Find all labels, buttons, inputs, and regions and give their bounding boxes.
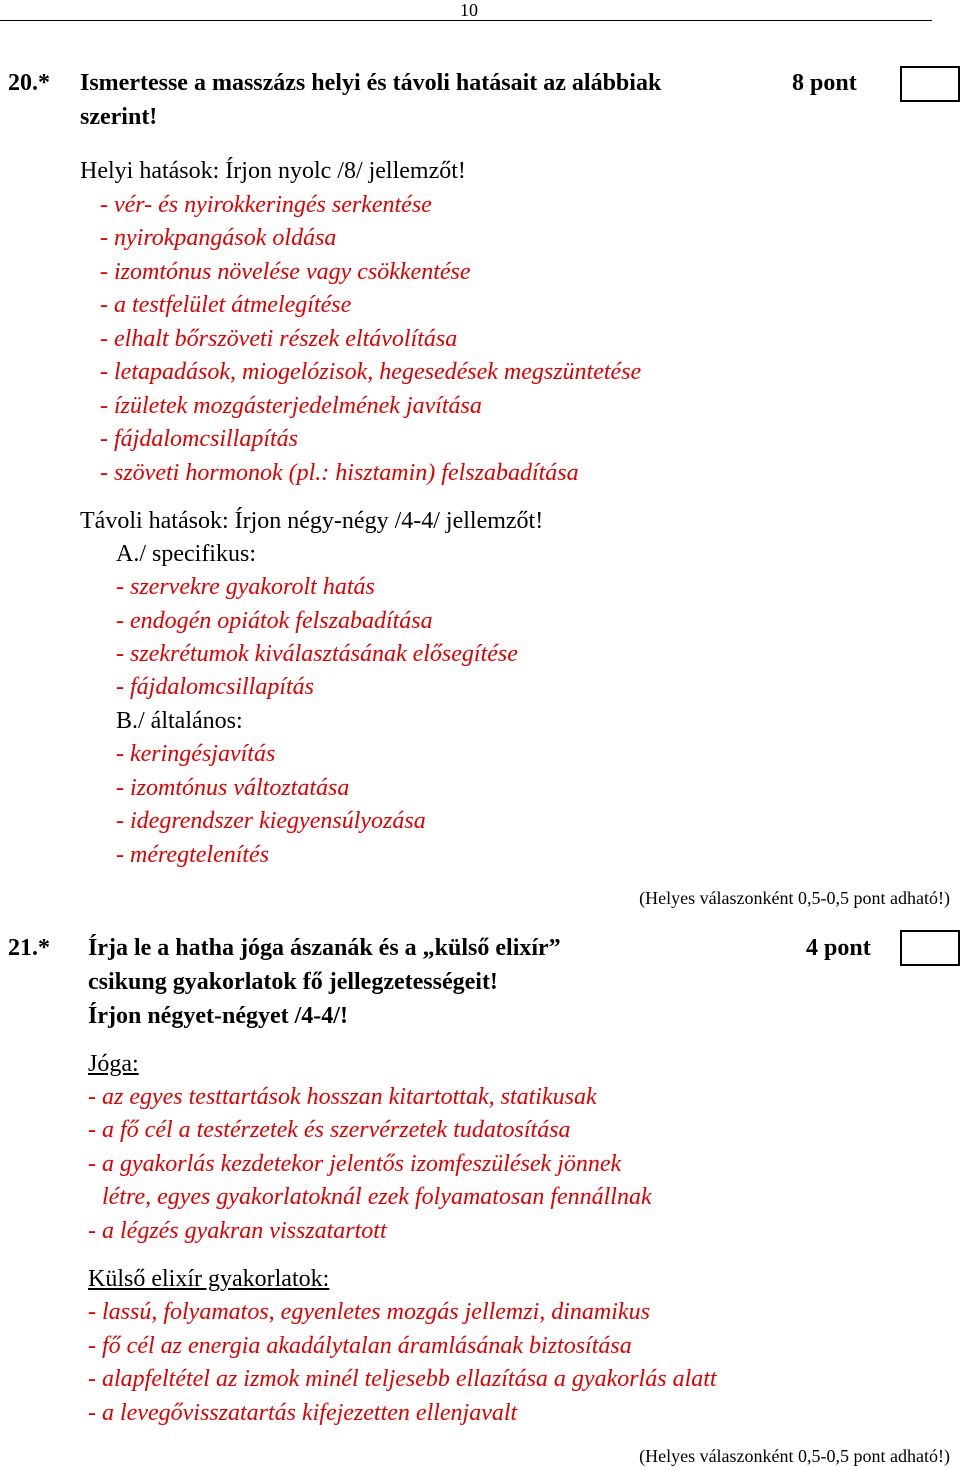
q20-general-heading: B./ általános: — [116, 708, 243, 734]
q21-yoga-heading: Jóga: — [88, 1051, 139, 1077]
q21-yoga-item: - az egyes testtartások hosszan kitartottak, statikusak — [88, 1084, 597, 1110]
q21-elixir-item: - fő cél az energia akadálytalan áramlásának biztosítása — [88, 1333, 632, 1359]
q21-number: 21.* — [8, 935, 50, 961]
q20-specific-item: - endogén opiátok felszabadítása — [116, 608, 433, 634]
q20-general-item: - méregtelenítés — [116, 842, 270, 868]
q21-points: 4 pont — [806, 935, 871, 961]
q20-local-heading: Helyi hatások: Írjon nyolc /8/ jellemzőt! — [80, 158, 466, 184]
header-rule — [0, 20, 932, 21]
q20-general-item: - keringésjavítás — [116, 741, 276, 767]
q20-general-item: - idegrendszer kiegyensúlyozása — [116, 808, 426, 834]
q21-elixir-item: - a levegővisszatartás kifejezetten ellenjavalt — [88, 1400, 518, 1426]
q21-yoga-item: létre, egyes gyakorlatoknál ezek folyamatosan fennállnak — [102, 1184, 652, 1210]
q21-elixir-item: - lassú, folyamatos, egyenletes mozgás jellemzi, dinamikus — [88, 1299, 650, 1325]
q20-local-item: - fájdalomcsillapítás — [100, 426, 298, 452]
q20-title-line1: Ismertesse a masszázs helyi és távoli hatásait az alábbiak — [80, 70, 662, 96]
q20-remote-heading: Távoli hatások: Írjon négy-négy /4-4/ jellemzőt! — [80, 508, 544, 534]
q21-elixir-item: - alapfeltétel az izmok minél teljesebb ellazítása a gyakorlás alatt — [88, 1366, 717, 1392]
q20-scoring-note: (Helyes válaszonként 0,5-0,5 pont adható!) — [639, 888, 950, 908]
q21-title-line3: Írjon négyet-négyet /4-4/! — [88, 1003, 348, 1029]
q20-local-item: - letapadások, miogelózisok, hegesedések megszüntetése — [100, 359, 642, 385]
q20-local-item: - nyirokpangások oldása — [100, 225, 337, 251]
q20-local-item: - a testfelület átmelegítése — [100, 292, 352, 318]
q21-yoga-item: - a gyakorlás kezdetekor jelentős izomfeszülések jönnek — [88, 1151, 622, 1177]
q20-local-item: - vér- és nyirokkeringés serkentése — [100, 192, 432, 218]
q21-yoga-item: - a légzés gyakran visszatartott — [88, 1218, 387, 1244]
q20-points: 8 pont — [792, 70, 857, 96]
q20-local-item: - ízületek mozgásterjedelmének javítása — [100, 393, 482, 419]
q20-specific-heading: A./ specifikus: — [116, 541, 256, 567]
q20-specific-item: - fájdalomcsillapítás — [116, 674, 314, 700]
q21-elixir-heading: Külső elixír gyakorlatok: — [88, 1266, 330, 1292]
q20-local-item: - szöveti hormonok (pl.: hisztamin) felszabadítása — [100, 460, 579, 486]
q21-title-line2: csikung gyakorlatok fő jellegzetességeit! — [88, 969, 498, 995]
q21-title-line1: Írja le a hatha jóga ászanák és a „külső elixír” — [88, 935, 561, 961]
q20-local-item: - izomtónus növelése vagy csökkentése — [100, 259, 471, 285]
q20-specific-item: - szervekre gyakorolt hatás — [116, 574, 375, 600]
q20-general-item: - izomtónus változtatása — [116, 775, 350, 801]
q21-yoga-item: - a fő cél a testérzetek és szervérzetek tudatosítása — [88, 1117, 571, 1143]
page-number: 10 — [460, 0, 478, 20]
q20-specific-item: - szekrétumok kiválasztásának elősegítése — [116, 641, 518, 667]
q20-title-line2: szerint! — [80, 104, 158, 130]
q20-number: 20.* — [8, 70, 50, 96]
q20-score-box[interactable] — [900, 66, 960, 102]
q21-scoring-note: (Helyes válaszonként 0,5-0,5 pont adható!) — [639, 1446, 950, 1466]
q21-score-box[interactable] — [900, 930, 960, 966]
q20-local-item: - elhalt bőrszöveti részek eltávolítása — [100, 326, 458, 352]
